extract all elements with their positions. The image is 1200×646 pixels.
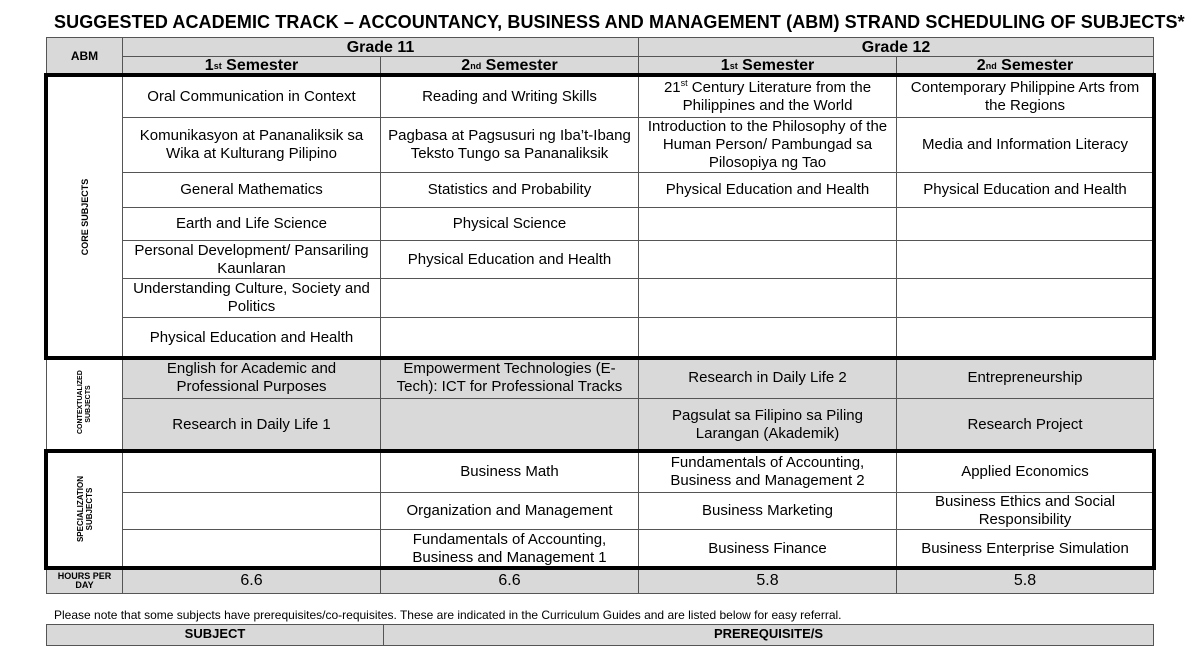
core-cell: [896, 278, 1154, 318]
core-cell: Physical Science: [380, 207, 639, 241]
specialization-cell: [122, 492, 381, 530]
core-cell: 21st Century Literature from the Philippines and the World: [638, 75, 897, 118]
contextualized-cell: English for Academic and Professional Purposes: [122, 357, 381, 399]
core-cell: Reading and Writing Skills: [380, 75, 639, 118]
bottom-prerequisite-header: PREREQUISITE/S: [383, 624, 1154, 646]
specialization-cell: [122, 529, 381, 568]
contextualized-cell: Pagsulat sa Filipino sa Piling Larangan (Akademik): [638, 398, 897, 451]
core-cell: [638, 278, 897, 318]
core-cell: Understanding Culture, Society and Politics: [122, 278, 381, 318]
hours-value: 6.6: [380, 567, 639, 594]
core-cell: Contemporary Philippine Arts from the Regions: [896, 75, 1154, 118]
specialization-cell: [122, 450, 381, 493]
specialization-section-label: SPECIALIZATION SUBJECTS: [46, 450, 123, 568]
core-cell: [638, 317, 897, 358]
specialization-cell: Business Enterprise Simulation: [896, 529, 1154, 568]
core-cell: Earth and Life Science: [122, 207, 381, 241]
hours-value: 5.8: [896, 567, 1154, 594]
g12-sem1-header: 1 st Semester: [638, 56, 897, 75]
core-cell: General Mathematics: [122, 172, 381, 208]
core-cell: [896, 207, 1154, 241]
core-cell: Physical Education and Health: [638, 172, 897, 208]
hours-value: 5.8: [638, 567, 897, 594]
contextualized-cell: Empowerment Technologies (E-Tech): ICT for Professional Tracks: [380, 357, 639, 399]
grade12-header: Grade 12: [638, 37, 1154, 57]
core-cell: Physical Education and Health: [122, 317, 381, 358]
hours-value: 6.6: [122, 567, 381, 594]
core-cell: [896, 317, 1154, 358]
contextualized-cell: [380, 398, 639, 451]
specialization-cell: Business Ethics and Social Responsibility: [896, 492, 1154, 530]
core-cell: [380, 317, 639, 358]
core-cell: Statistics and Probability: [380, 172, 639, 208]
strand-header: ABM: [46, 37, 123, 75]
core-cell: Physical Education and Health: [380, 240, 639, 279]
prerequisite-note: Please note that some subjects have prerequisites/co-requisites. These are indicated in the Curriculum Guides and are listed below for easy referral.: [54, 608, 842, 622]
specialization-cell: Business Finance: [638, 529, 897, 568]
core-section-label: CORE SUBJECTS: [46, 75, 123, 358]
core-cell: [638, 207, 897, 241]
specialization-cell: Organization and Management: [380, 492, 639, 530]
core-cell: Pagbasa at Pagsusuri ng Iba’t-Ibang Teksto Tungo sa Pananaliksik: [380, 117, 639, 173]
g11-sem2-header: 2 nd Semester: [380, 56, 639, 75]
core-cell: Personal Development/ Pansariling Kaunlaran: [122, 240, 381, 279]
core-cell: Oral Communication in Context: [122, 75, 381, 118]
specialization-cell: Fundamentals of Accounting, Business and Management 2: [638, 450, 897, 493]
core-cell: Media and Information Literacy: [896, 117, 1154, 173]
contextualized-cell: Research Project: [896, 398, 1154, 451]
contextualized-cell: Research in Daily Life 2: [638, 357, 897, 399]
specialization-cell: Business Marketing: [638, 492, 897, 530]
contextualized-cell: Entrepreneurship: [896, 357, 1154, 399]
document-title: SUGGESTED ACADEMIC TRACK – ACCOUNTANCY, BUSINESS AND MANAGEMENT (ABM) STRAND SCHEDULING OF SUBJECTS*: [54, 12, 1185, 32]
contextualized-section-label: CONTEXTUALIZED SUBJECTS: [46, 357, 123, 451]
g12-sem2-header: 2 nd Semester: [896, 56, 1154, 75]
specialization-cell: Applied Economics: [896, 450, 1154, 493]
core-cell: [638, 240, 897, 279]
specialization-cell: Business Math: [380, 450, 639, 493]
core-cell: Physical Education and Health: [896, 172, 1154, 208]
core-cell: [896, 240, 1154, 279]
core-cell: [380, 278, 639, 318]
g11-sem1-header: 1 st Semester: [122, 56, 381, 75]
bottom-subject-header: SUBJECT: [46, 624, 384, 646]
core-cell: Komunikasyon at Pananaliksik sa Wika at Kulturang Pilipino: [122, 117, 381, 173]
grade11-header: Grade 11: [122, 37, 639, 57]
specialization-cell: Fundamentals of Accounting, Business and Management 1: [380, 529, 639, 568]
hours-label: HOURS PER DAY: [46, 567, 123, 594]
core-cell: Introduction to the Philosophy of the Human Person/ Pambungad sa Pilosopiya ng Tao: [638, 117, 897, 173]
contextualized-cell: Research in Daily Life 1: [122, 398, 381, 451]
